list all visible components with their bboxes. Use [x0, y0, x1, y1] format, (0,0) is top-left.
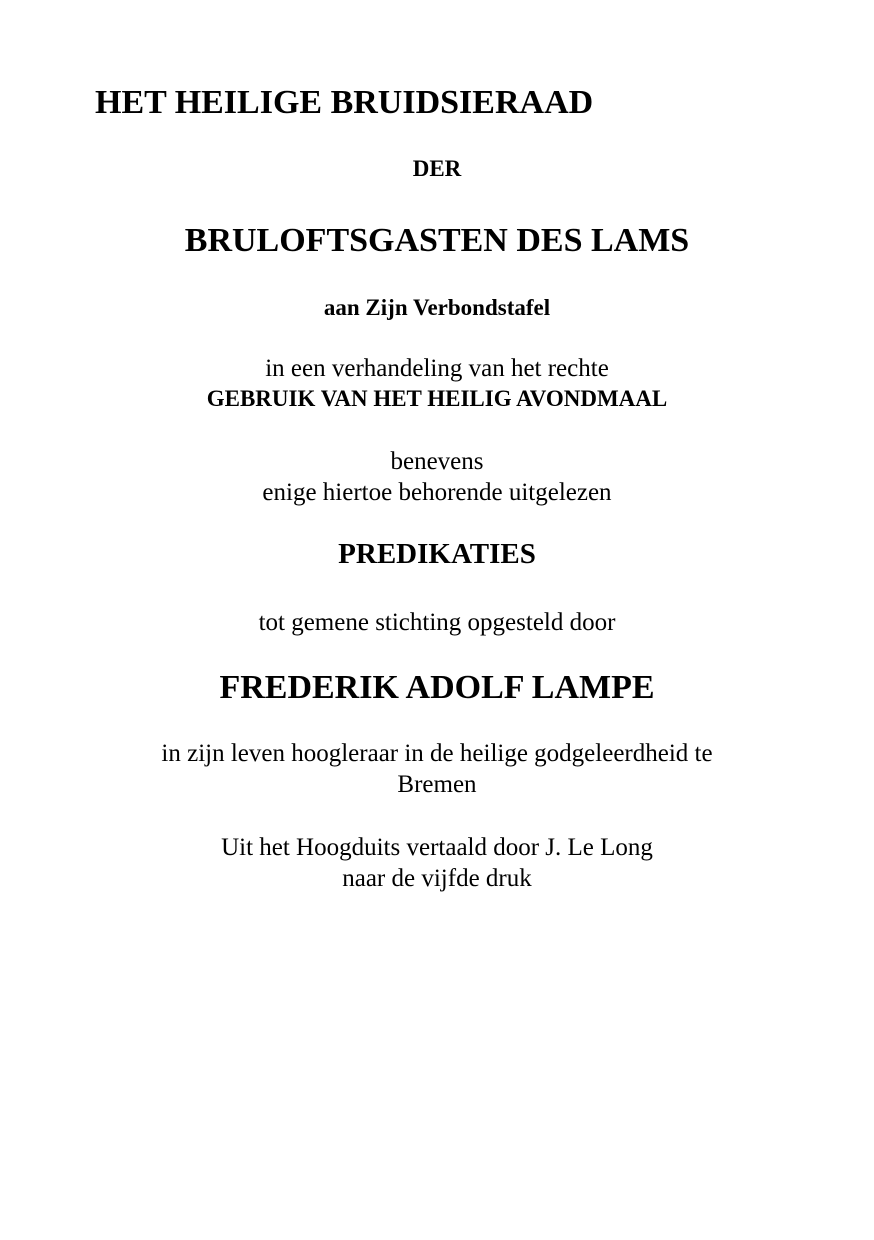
sermons-title: PREDIKATIES: [338, 538, 536, 570]
addition-description: enige hiertoe behorende uitgelezen: [262, 479, 612, 506]
title-connector: DER: [412, 156, 462, 181]
treatise-title: GEBRUIK VAN HET HEILIG AVONDMAAL: [206, 386, 668, 411]
author-description-line-2: Bremen: [397, 771, 477, 798]
author-name: FREDERIK ADOLF LAMPE: [219, 669, 655, 706]
subject-title: BRULOFTSGASTEN DES LAMS: [184, 222, 690, 259]
author-description-line-1: in zijn leven hoogleraar in de heilige godgeleerdheid te: [161, 740, 713, 767]
translation-note-line-1: Uit het Hoogduits vertaald door J. Le Long: [221, 834, 653, 861]
translation-note-line-2: naar de vijfde druk: [342, 865, 532, 892]
subject-subtitle: aan Zijn Verbondstafel: [323, 295, 551, 320]
main-title: HET HEILIGE BRUIDSIERAAD: [95, 84, 594, 121]
purpose-line: tot gemene stichting opgesteld door: [258, 609, 616, 636]
treatise-intro: in een verhandeling van het rechte: [265, 355, 609, 382]
addition-intro: benevens: [390, 448, 484, 475]
